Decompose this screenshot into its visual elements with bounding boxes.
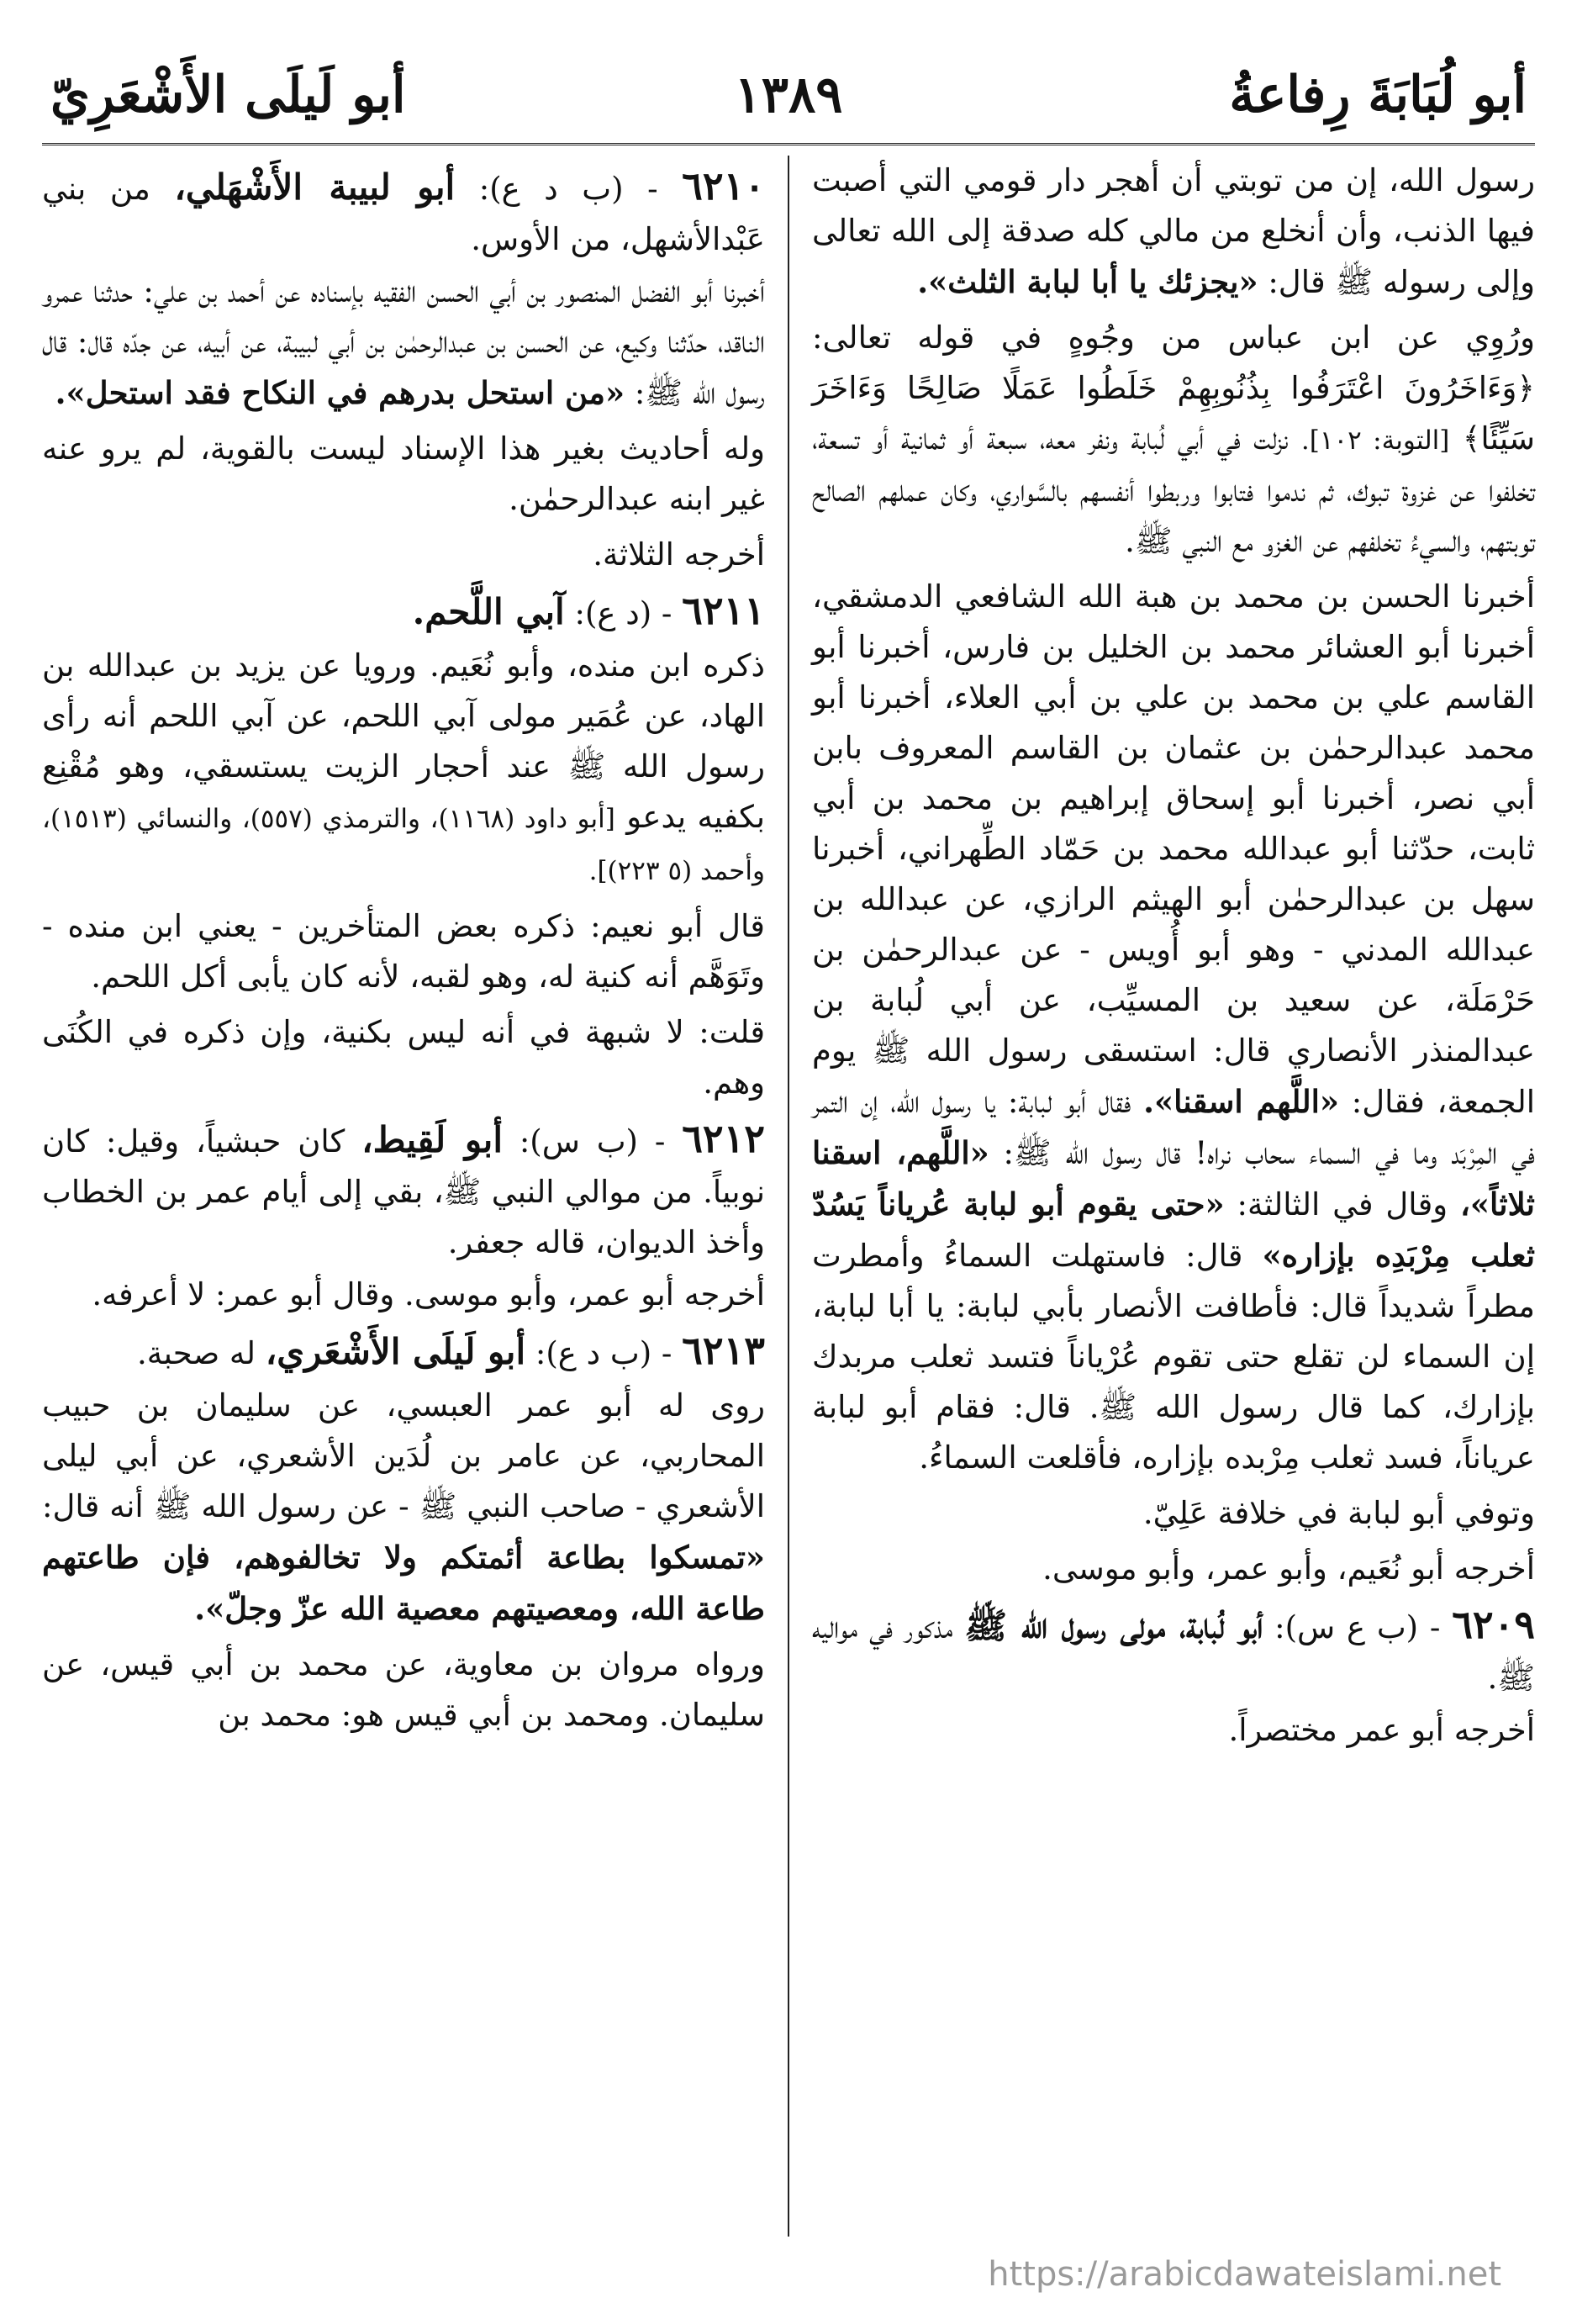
- text: نزلت في أبي لُبابة ونفر معه، سبعة أو ثمانية أو تسعة، تخلفوا عن غزوة تبوك، ثم ندموا فتابوا وربطوا أنفسهم بالسَّواري، وكان عملهم الصالح توبتهم، والسيءُ تخلفهم عن الغزو مع النبي ﷺ.: [812, 420, 1535, 559]
- entry-name: أبو لبيبة الأَشْهَلي،: [174, 166, 456, 208]
- text: فقال أبو لبابة: يا رسول الله، إن التمر في المِرْبَد وما في السماء سحاب نراه! قال رسول الله ﷺ:: [812, 1084, 1535, 1171]
- entry-6209: [812, 1599, 1535, 1703]
- column-divider: [788, 156, 789, 2237]
- text: ورُوِي عن ابن عباس من وجُوهٍ في قوله تعالى:: [812, 320, 1535, 356]
- entry-number: ٦٢١٢: [682, 1116, 766, 1161]
- entry-text: كان حبشياً، وقيل: كان نوبياً. من موالي النبي ﷺ، بقي إلى أيام عمر بن الخطاب وأخذ الديوان، قاله جعفر.: [42, 1123, 765, 1260]
- entry-code: - (ب د ع):: [478, 171, 658, 207]
- entry-code: - (د ع):: [574, 595, 672, 631]
- paragraph: [812, 156, 1535, 308]
- text: قال: فاستهلت السماءُ وأمطرت مطراً شديداً قال: فأطافت الأنصار بأبي لبابة: يا أبا لبابة، إن السماء لن تقلع حتى تقوم عُرْياناً فتسد ثعلب مربدك بإزارك، كما قال رسول الله ﷺ. قال: فقام أبو لبابة عرياناً، فسد ثعلب مِرْبده بإزاره، فأقلعت السماءُ.: [812, 1238, 1535, 1476]
- entry-code: - (ب ع س):: [1274, 1609, 1441, 1645]
- paragraph: أخرجه أبو نُعَيم، وأبو عمر، وأبو موسى.: [1042, 1550, 1535, 1587]
- entry-6213: [42, 1325, 765, 1379]
- entry-number: ٦٢١٠: [682, 163, 765, 209]
- hadith-quote: «حتى يقوم أبو لبابة عُرياناً يَسُدّ ثعلب مِرْبَدِه بإزاره»: [812, 1186, 1535, 1274]
- citation: [أبو داود (١١٦٨)، والترمذي (٥٥٧)، والنسائي (١٥١٣)، وأحمد (٥ ٢٢٣)].: [42, 804, 765, 886]
- hadith-quote: «اللَّهم، اسقنا ثلاثاً»،: [812, 1134, 1535, 1223]
- paragraph: [812, 572, 1535, 1483]
- left-column: [42, 156, 765, 2262]
- paragraph: قلت: لا شبهة في أنه ليس بكنية، وإن ذكره في الكُنَى وهم.: [42, 1014, 765, 1101]
- paragraph: [42, 267, 765, 419]
- entry-number: ٦٢١٣: [682, 1328, 765, 1373]
- entry-6211: [42, 585, 765, 639]
- text-columns: [42, 156, 1535, 2262]
- hadith-quote: «من استحل بدرهم في النكاح فقد استحل».: [55, 374, 625, 411]
- header-right-title: أبو لُبَابَةَ رِفاعةُ: [1229, 66, 1527, 124]
- text: وقال في الثالثة:: [1237, 1186, 1448, 1223]
- entry-text: له صحبة.: [137, 1335, 256, 1371]
- entry-number: ٦٢٠٩: [1452, 1602, 1536, 1647]
- text: روى له أبو عمر العبسي، عن سليمان بن حبيب المحاربي، عن عامر بن لُدَين الأشعري، عن أبي ليلى الأشعري - صاحب النبي ﷺ - عن رسول الله ﷺ أنه قال:: [42, 1387, 765, 1524]
- hadith-quote: «يجزئك يا أبا لبابة الثلث».: [917, 263, 1258, 300]
- paragraph: [812, 313, 1535, 567]
- entry-number: ٦٢١١: [682, 588, 765, 633]
- site-watermark: https://arabicdawateislami.net: [988, 2255, 1501, 2294]
- header-left-title: أبو لَيلَى الأَشْعَرِيّ: [50, 66, 406, 124]
- entry-text: مذكور في مواليه ﷺ.: [812, 1609, 1535, 1696]
- quran-verse: ﴿وَءَاخَرُونَ اعْتَرَفُوا بِذُنُوبِهِمْ خَلَطُوا عَمَلًا صَالِحًا وَءَاخَرَ سَيِّئًا﴾: [812, 370, 1536, 457]
- paragraph: [42, 1381, 765, 1635]
- text: ذكره ابن منده، وأبو نُعَيم. ورويا عن يزيد بن عبدالله بن الهاد، عن عُمَير مولى آبي اللحم، عن آبي اللحم أنه رأى رسول الله ﷺ عند أحجار الزيت يستسقي، وهو مُقْنِع بكفيه يدعو: [42, 647, 766, 835]
- right-column: [812, 156, 1535, 2262]
- hadith-quote: «اللَّهم اسقنا».: [1143, 1083, 1340, 1120]
- paragraph: وله أحاديث بغير هذا الإسناد ليست بالقوية، لم يرو عنه غير ابنه عبدالرحمٰن.: [42, 430, 765, 517]
- paragraph: أخرجه أبو عمر مختصراً.: [1228, 1712, 1535, 1748]
- book-page: [42, 50, 1535, 2262]
- paragraph: قال أبو نعيم: ذكره بعض المتأخرين - يعني ابن منده - وتَوَهَّم أنه كنية له، وهو لقبه، لأنه كان يأبى أكل اللحم.: [42, 908, 765, 995]
- hadith-quote: «تمسكوا بطاعة أئمتكم ولا تخالفوهم، فإن طاعتهم طاعة الله، ومعصيتهم معصية الله عزّ وجلّ».: [42, 1539, 765, 1627]
- entry-name: أبو لَقِيط،: [361, 1119, 503, 1160]
- text: أخبرنا الحسن بن محمد بن هبة الله الشافعي الدمشقي، أخبرنا أبو العشائر محمد بن الخليل بن فارس، أخبرنا أبو القاسم علي بن محمد بن علي بن أبي العلاء، أخبرنا أبو محمد عبدالرحمٰن بن عثمان بن القاسم المعروف بابن أبي نصر، أخبرنا أبو إسحاق إبراهيم بن محمد بن أبي ثابت، حدّثنا أبو عبدالله محمد بن حَمّاد الطِّهراني، أخبرنا سهل بن عبدالرحمٰن أبو الهيثم الرازي، عن عبدالله بن عبدالله المدني - وهو أبو أُويس - عن عبدالرحمٰن بن حَرْمَلَة، عن سعيد بن المسيِّب، عن أبي لُبابة بن عبدالمنذر الأنصاري قال: استسقى رسول الله ﷺ يوم الجمعة، فقال:: [812, 578, 1536, 1120]
- entry-name: أبو لُبابة، مولى رسول الله ﷺ: [964, 1605, 1263, 1646]
- entry-code: - (ب س):: [519, 1123, 666, 1159]
- text: أخبرنا أبو الفضل المنصور بن أبي الحسن الفقيه بإسناده عن أحمد بن علي: حدثنا عمرو الناقد، حدّثنا وكيع، عن الحسن بن عبدالرحمٰن بن أبي لبيبة، عن أبيه، عن جدّه قال: قال رسول الله ﷺ:: [42, 273, 765, 411]
- paragraph: أخرجه أبو عمر، وأبو موسى. وقال أبو عمر: لا أعرفه.: [92, 1276, 765, 1313]
- page-header: [42, 50, 1535, 145]
- citation: [التوبة: ١٠٢].: [1300, 425, 1450, 456]
- text: رسول الله، إن من توبتي أن أهجر دار قومي التي أصبت فيها الذنب، وأن أنخلع من مالي كله صدقة إلى الله تعالى وإلى رسوله ﷺ قال:: [812, 162, 1535, 300]
- paragraph: [42, 641, 765, 896]
- paragraph: ورواه مروان بن معاوية، عن محمد بن أبي قيس، عن سليمان. ومحمد بن أبي قيس هو: محمد بن: [42, 1646, 765, 1733]
- page-number: ١٣٨٩: [734, 66, 843, 124]
- paragraph: أخرجه الثلاثة.: [593, 536, 765, 573]
- paragraph: وتوفي أبو لبابة في خلافة عَلِيّ.: [1142, 1495, 1535, 1531]
- entry-text: من بني عَبْدالأشهل، من الأوس.: [42, 171, 765, 257]
- entry-name: آبي اللَّحم.: [412, 591, 565, 632]
- entry-code: - (ب د ع):: [535, 1335, 672, 1371]
- entry-6212: [42, 1113, 765, 1268]
- entry-6210: [42, 161, 765, 265]
- entry-name: أبو لَيلَى الأَشْعَري،: [265, 1331, 526, 1372]
